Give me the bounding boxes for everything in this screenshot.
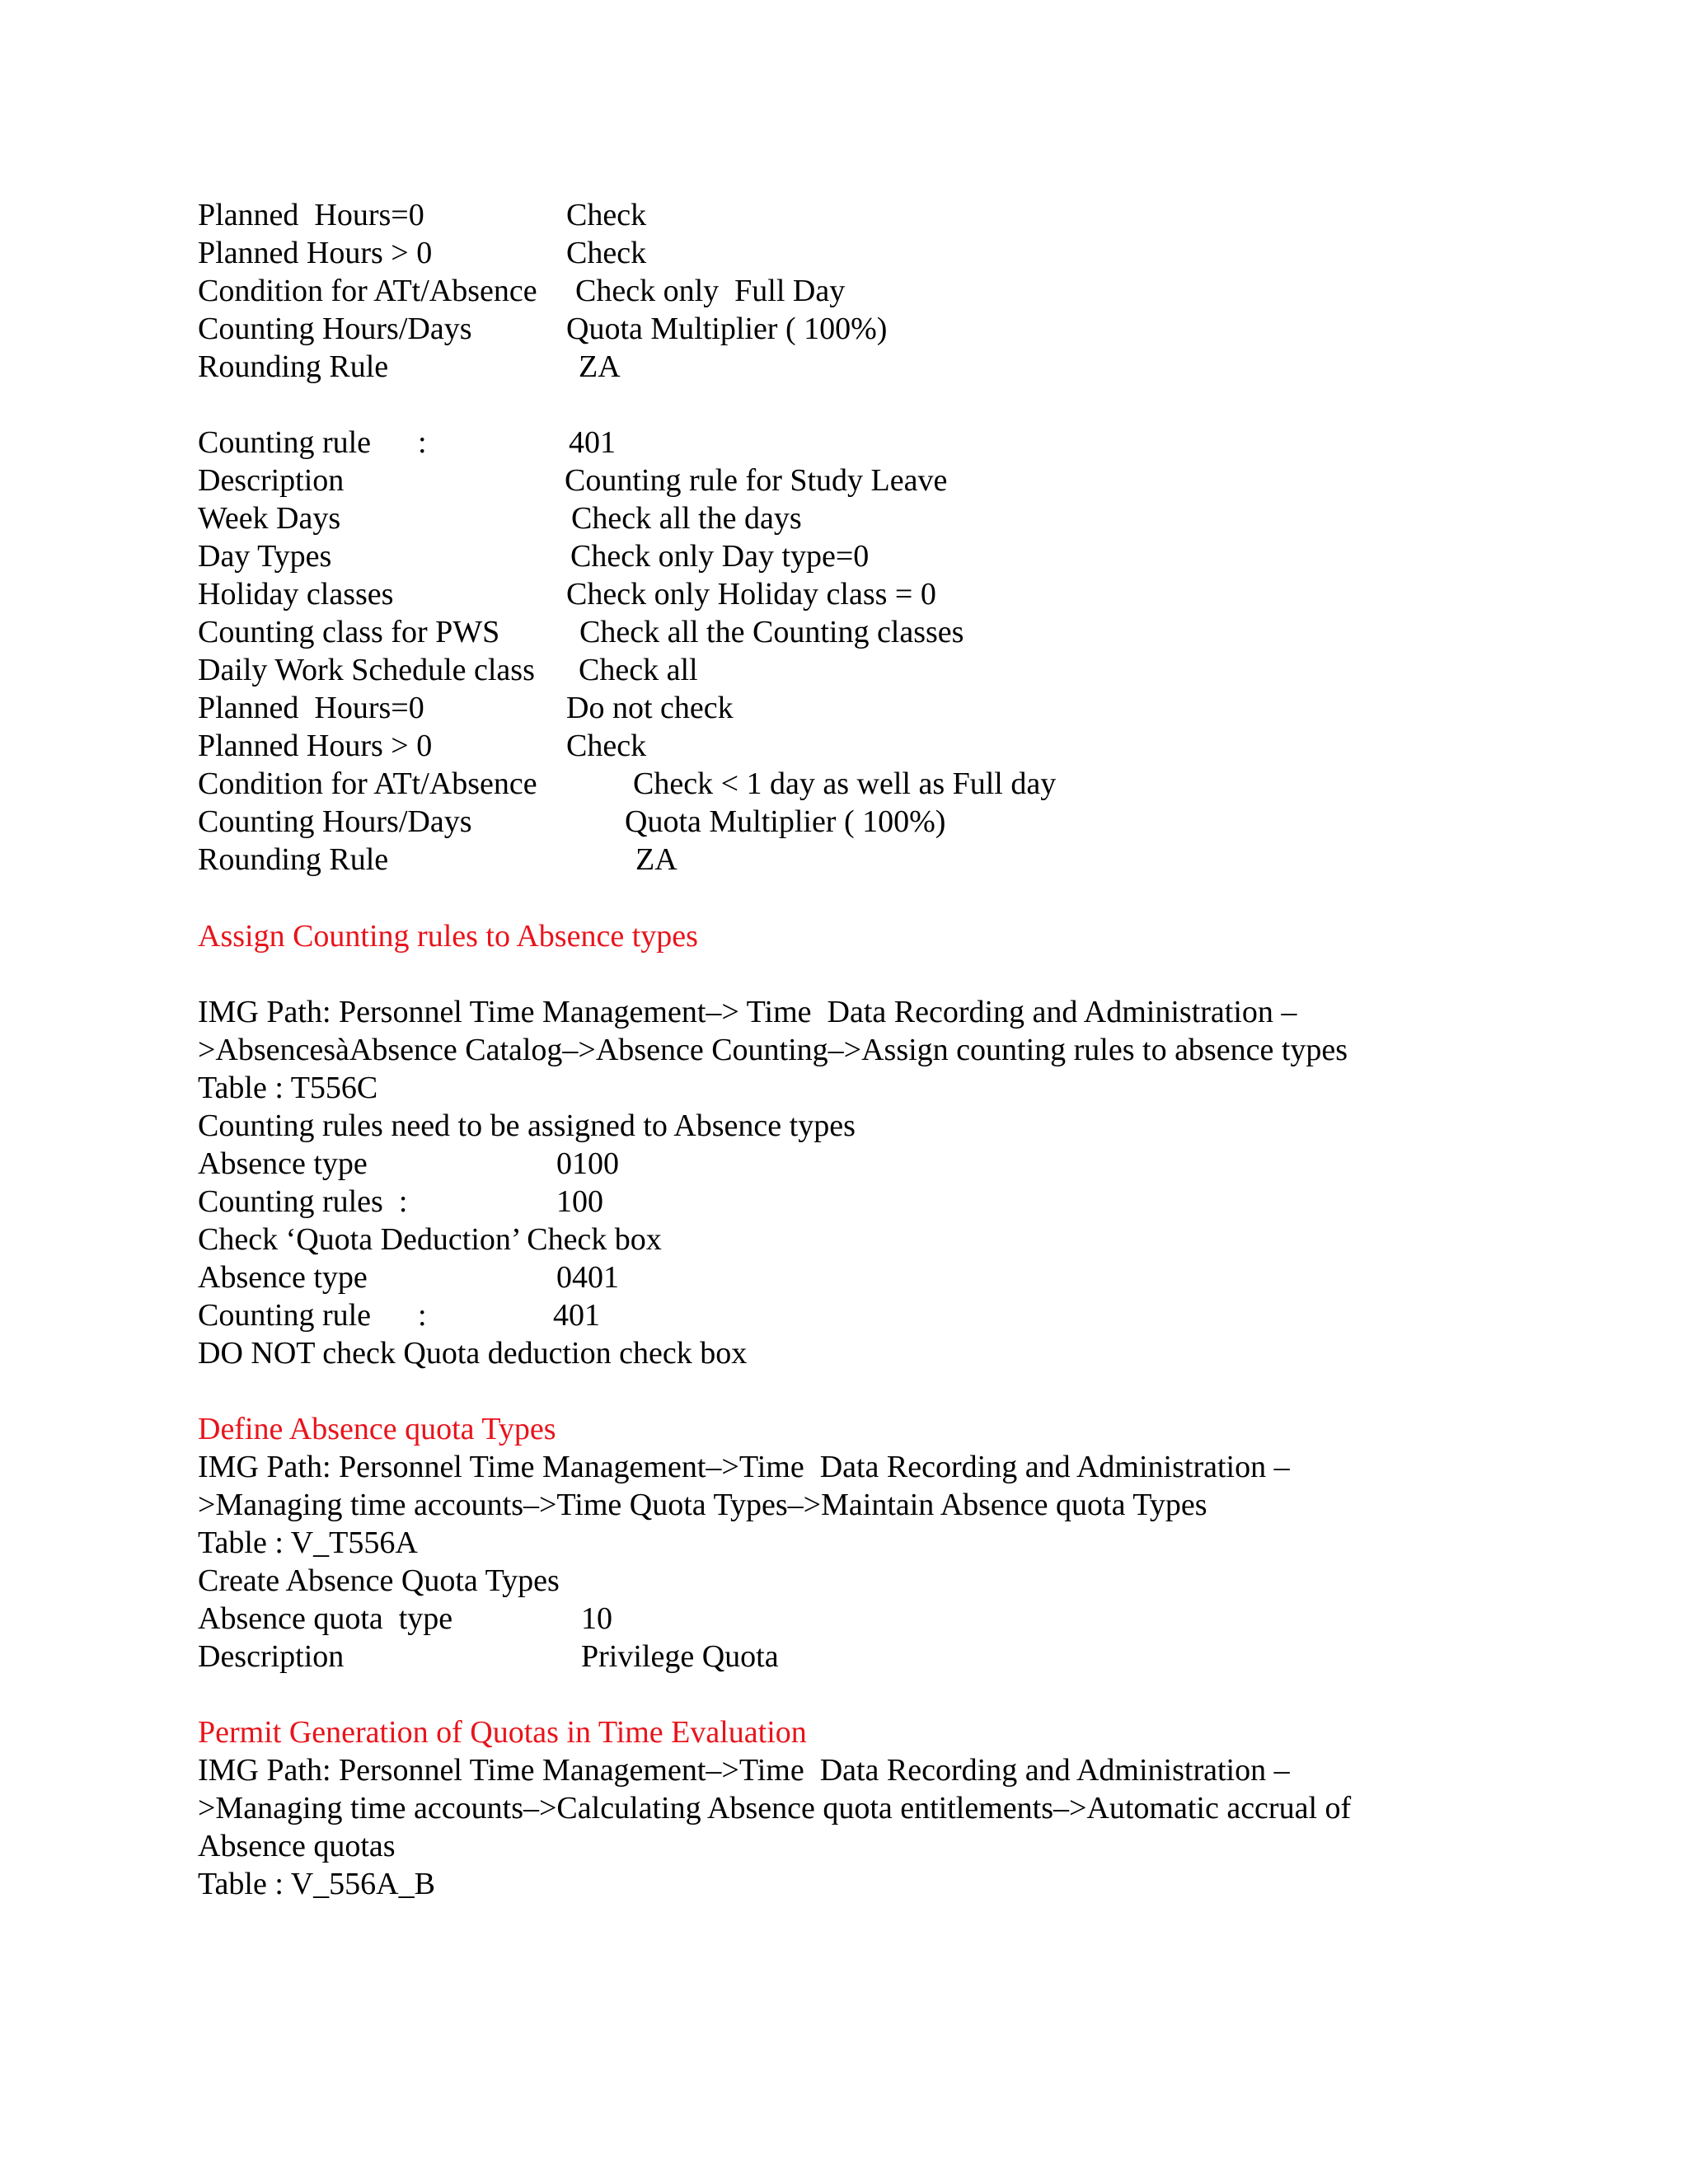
text-line: Rounding Rule ZA	[198, 349, 621, 384]
table-name: Table : T556C	[198, 1071, 378, 1105]
img-path-line: IMG Path: Personnel Time Management–>Time Data Recording and Administration –	[198, 1450, 1290, 1484]
text-line: Counting rule : 401	[198, 1298, 600, 1333]
text-line: Daily Work Schedule class Check all	[198, 653, 698, 687]
text-line: Day Types Check only Day type=0	[198, 539, 870, 574]
text-line: Planned Hours=0 Check	[198, 198, 647, 232]
text-line: DO NOT check Quota deduction check box	[198, 1336, 748, 1371]
table-name: Table : V_556A_B	[198, 1867, 435, 1901]
text-line: Holiday classes Check only Holiday class = 0	[198, 577, 936, 612]
text-line: Rounding Rule ZA	[198, 842, 678, 877]
text-line: Counting Hours/Days Quota Multiplier ( 100%)	[198, 804, 946, 839]
text-line: Planned Hours > 0 Check	[198, 729, 647, 763]
text-line: Description Counting rule for Study Leave	[198, 463, 948, 498]
text-line: Check ‘Quota Deduction’ Check box	[198, 1222, 662, 1257]
text-line: Counting class for PWS Check all the Counting classes	[198, 615, 964, 649]
text-line: Absence quota type 10	[198, 1601, 612, 1636]
text-line: Absence type 0100	[198, 1146, 619, 1181]
table-name: Table : V_T556A	[198, 1526, 418, 1560]
section-heading: Assign Counting rules to Absence types	[198, 919, 698, 954]
img-path-line: >AbsencesàAbsence Catalog–>Absence Counting–>Assign counting rules to absence types	[198, 1033, 1348, 1067]
text-line: Condition for ATt/Absence Check only Full Day	[198, 274, 846, 308]
section-heading: Permit Generation of Quotas in Time Evaluation	[198, 1715, 807, 1750]
text-line: Planned Hours > 0 Check	[198, 236, 647, 270]
text-line: Create Absence Quota Types	[198, 1563, 560, 1598]
img-path-line: IMG Path: Personnel Time Management–> Time Data Recording and Administration –	[198, 995, 1297, 1029]
section-heading: Define Absence quota Types	[198, 1412, 556, 1446]
text-line: Week Days Check all the days	[198, 501, 802, 536]
img-path-line: Absence quotas	[198, 1829, 396, 1863]
img-path-line: >Managing time accounts–>Time Quota Types–>Maintain Absence quota Types	[198, 1488, 1207, 1522]
text-line: Description Privilege Quota	[198, 1639, 779, 1674]
text-line: Absence type 0401	[198, 1260, 619, 1295]
text-line: Planned Hours=0 Do not check	[198, 691, 734, 725]
text-line: Counting Hours/Days Quota Multiplier ( 100%)	[198, 312, 888, 346]
text-line: Condition for ATt/Absence Check < 1 day as well as Full day	[198, 766, 1057, 801]
img-path-line: IMG Path: Personnel Time Management–>Time Data Recording and Administration –	[198, 1753, 1290, 1788]
text-line: Counting rules : 100	[198, 1184, 603, 1219]
text-line: Counting rule : 401	[198, 425, 616, 460]
img-path-line: >Managing time accounts–>Calculating Absence quota entitlements–>Automatic accrual of	[198, 1791, 1352, 1825]
text-line: Counting rules need to be assigned to Absence types	[198, 1108, 856, 1143]
